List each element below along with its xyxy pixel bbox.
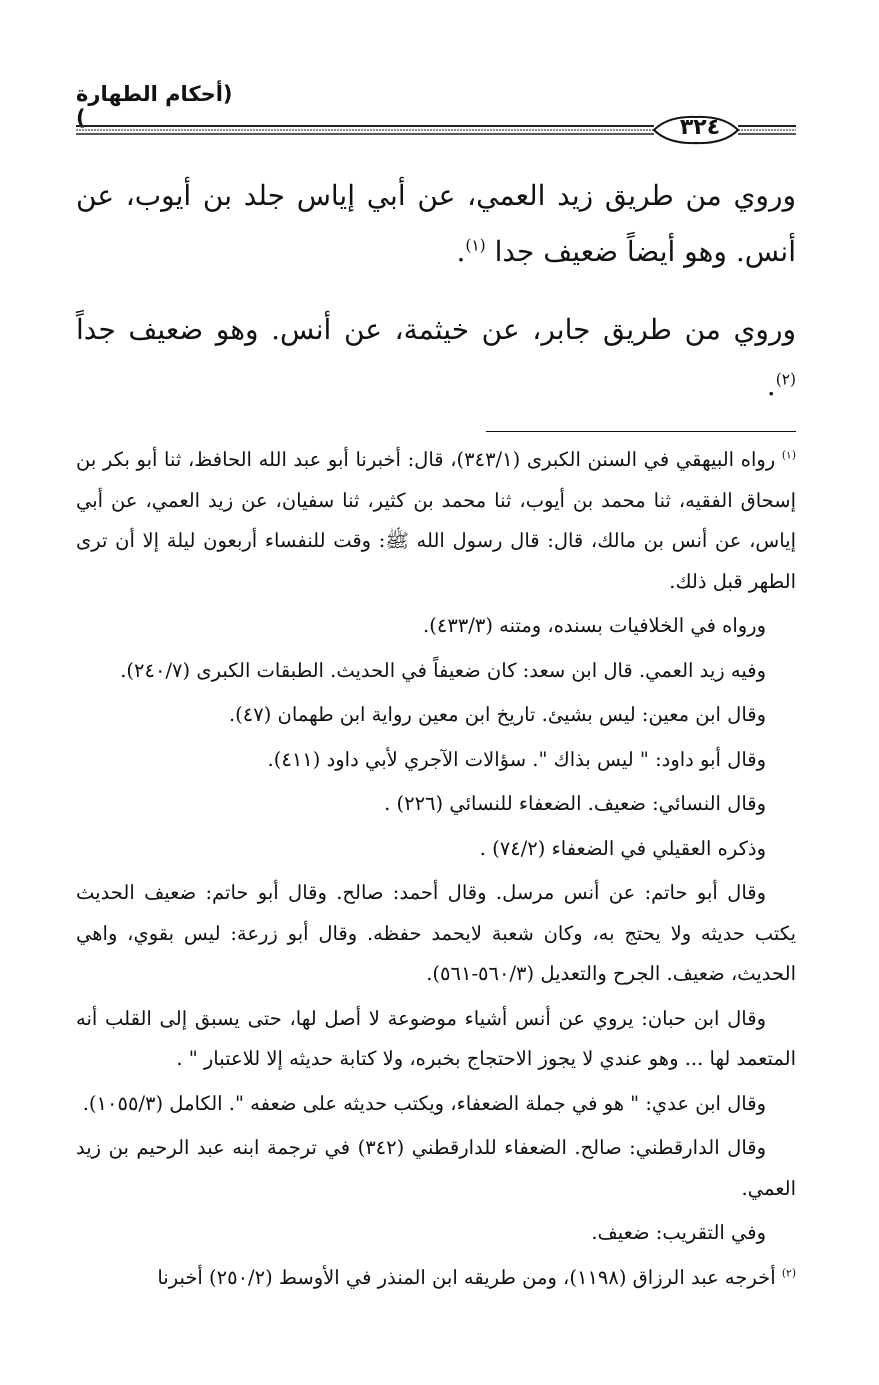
main-body-text — [76, 168, 796, 436]
footnote-text: أخرجه عبد الرزاق (١١٩٨)، ومن طريقه ابن المنذر في الأوسط (٢٥٠/٢) أخبرنا — [157, 1265, 776, 1289]
footnote-text: رواه البيهقي في السنن الكبرى (٣٤٣/١)، قال: أخبرنا أبو عبد الله الحافظ، ثنا أبو بكر بن إسحاق الفقيه، ثنا محمد بن أيوب، ثنا محمد بن كثير، ثنا سفيان، عن زيد العمي، عن أبي إياس، عن أنس بن مالك، قال: قال رسول الله ﷺ: وقت للنفساء أربعون ليلة إلا أن ترى الطهر قبل ذلك. — [76, 448, 796, 593]
footnote-line: وقال أبو داود: " ليس بذاك ". سؤالات الآجري لأبي داود (٤١١). — [267, 747, 766, 771]
main-paragraph-2 — [76, 302, 796, 414]
footnote-line: وفي التقريب: ضعيف. — [591, 1221, 766, 1244]
footnote-line: ورواه في الخلافيات بسنده، ومتنه (٤٣٣/٣). — [423, 614, 766, 637]
page-number: ٣٢٤ — [679, 115, 721, 140]
running-header-title: (أحكام الطهارة ) — [76, 82, 233, 130]
footnote-marker: (١) — [781, 448, 796, 462]
footnote-separator — [486, 431, 796, 432]
footnote-line: وقال ابن عدي: " هو في جملة الضعفاء، ويكتب حديثه على ضعفه ". الكامل (١٠٥٥/٣). — [82, 1091, 766, 1115]
footnote-line: وقال ابن حبان: يروي عن أنس أشياء موضوعة لا أصل لها، حتى يسبق إلى القلب أنه المتعمد لها ... وهو عندي لا يجوز الاحتجاج بخبره، ولا كتابة حديثه إلا للاعتبار " . — [76, 1006, 796, 1070]
footnote-line: وقال ابن معين: ليس بشيئ. تاريخ ابن معين رواية ابن طهمان (٤٧). — [228, 703, 766, 726]
footnote-line: وذكره العقيلي في الضعفاء (٧٤/٢) . — [479, 836, 766, 860]
footnote-2 — [76, 1258, 796, 1299]
footnote-reference[interactable]: (١) — [465, 236, 486, 255]
footnote-line: وقال النسائي: ضعيف. الضعفاء للنسائي (٢٢٦) . — [384, 792, 766, 815]
footnotes-section — [76, 440, 796, 1302]
footnote-1 — [76, 440, 796, 602]
footnote-marker: (٢) — [781, 1266, 796, 1279]
footnote-line: وفيه زيد العمي. قال ابن سعد: كان ضعيفاً في الحديث. الطبقات الكبرى (٢٤٠/٧). — [120, 658, 766, 682]
paragraph-tail: . — [766, 369, 776, 402]
paragraph-text: وروي من طريق زيد العمي، عن أبي إياس جلد بن أيوب، عن أنس. وهو أيضاً ضعيف جدا — [76, 179, 796, 268]
footnote-line: وقال أبو حاتم: عن أنس مرسل. وقال أحمد: صالح. وقال أبو حاتم: ضعيف الحديث يكتب حديثه ولا يحتج به، وكان شعبة لايحمد حفظه. وقال أبو زرعة: ليس بقوي، واهي الحديث، ضعيف. الجرح والتعديل (٥٦٠/٣-٥٦١). — [76, 881, 796, 985]
paragraph-text: وروي من طريق جابر، عن خيثمة، عن أنس. وهو ضعيف جداً — [76, 313, 796, 346]
main-paragraph-1 — [76, 168, 796, 280]
footnote-reference[interactable]: (٢) — [775, 370, 796, 389]
footnote-line: وقال الدارقطني: صالح. الضعفاء للدارقطني (٣٤٢) في ترجمة ابنه عبد الرحيم بن زيد العمي. — [76, 1136, 796, 1200]
paragraph-tail: . — [456, 235, 466, 268]
